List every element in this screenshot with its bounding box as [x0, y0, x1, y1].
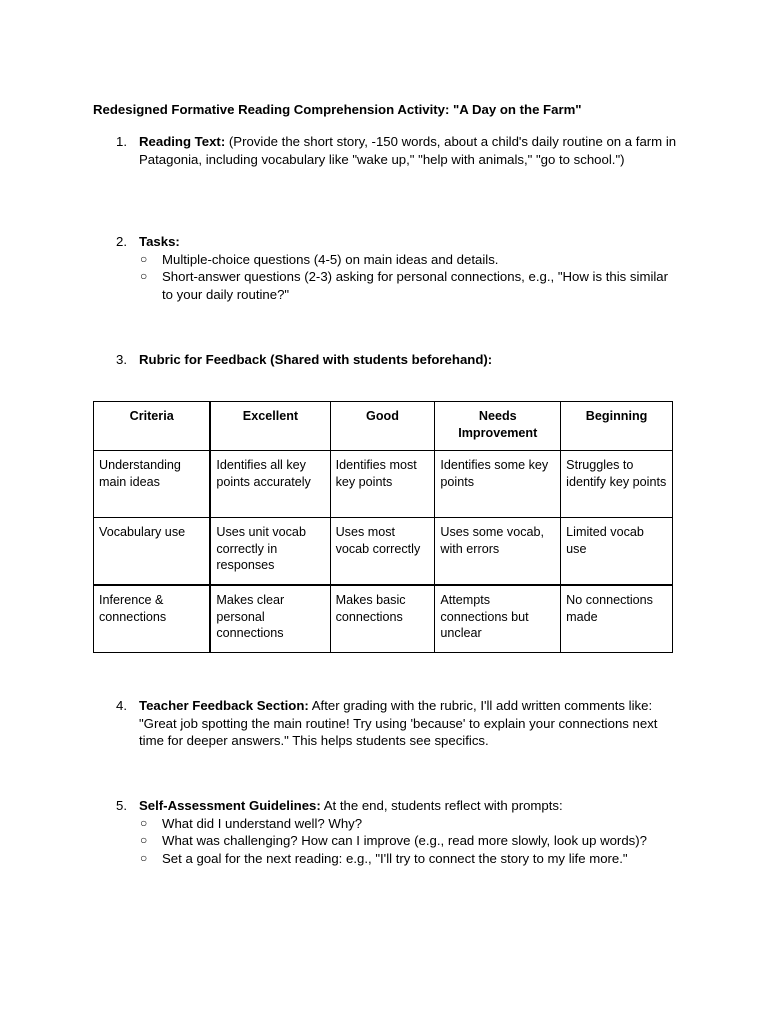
task-bullets: [116, 251, 679, 304]
item-text: After grading with the rubric, I'll add written comments like: "Great job spotting the main routine! Try using 'because' to explain your connections next time for deeper answers." This helps students see specifics.: [139, 698, 658, 749]
table-cell: Attempts connections but unclear: [435, 585, 561, 653]
table-cell: Limited vocab use: [561, 518, 673, 586]
reflection-bullets: [116, 815, 679, 868]
table-cell: Uses unit vocab correctly in responses: [210, 518, 330, 586]
item-text: (Provide the short story, -150 words, about a child's daily routine on a farm in Patagonia, including vocabulary like "wake up," "help with animals," "go to school."): [139, 134, 677, 167]
column-header: Beginning: [561, 402, 673, 451]
column-header: Criteria: [94, 402, 211, 451]
table-cell: Vocabulary use: [94, 518, 211, 586]
table-cell: Understanding main ideas: [94, 451, 211, 518]
document-title: Redesigned Formative Reading Comprehension Activity: "A Day on the Farm": [93, 102, 582, 117]
rubric-table: [93, 401, 673, 653]
circle-bullet-icon: ○: [140, 269, 148, 284]
item-label: Reading Text:: [139, 134, 226, 149]
list-item: ○ Multiple-choice questions (4-5) on main ideas and details.: [140, 251, 499, 267]
circle-bullet-icon: ○: [140, 833, 148, 848]
table-cell: No connections made: [561, 585, 673, 653]
item-number: 4.: [116, 698, 127, 713]
table-row: [94, 518, 673, 586]
table-row: [94, 585, 673, 653]
item-label: Teacher Feedback Section:: [139, 698, 309, 713]
circle-bullet-icon: ○: [140, 850, 148, 865]
circle-bullet-icon: ○: [140, 815, 148, 830]
item-text: At the end, students reflect with prompts:: [320, 798, 563, 813]
table-cell: Uses some vocab, with errors: [435, 518, 561, 586]
list-item: ○ Short-answer questions (2-3) asking for personal connections, e.g., "How is this similar to your daily routine?": [140, 269, 669, 302]
item-body: [139, 697, 679, 750]
item-number: 1.: [116, 134, 127, 149]
table-cell: Makes basic connections: [330, 585, 435, 653]
item-number: 2.: [116, 234, 127, 249]
column-header: Excellent: [210, 402, 330, 451]
item-label: Rubric for Feedback (Shared with students beforehand):: [139, 352, 493, 367]
list-item: ○ Set a goal for the next reading: e.g., "I'll try to connect the story to my life more.": [140, 850, 628, 866]
table-cell: Uses most vocab correctly: [330, 518, 435, 586]
table-cell: Makes clear personal connections: [210, 585, 330, 653]
table-cell: Identifies some key points: [435, 451, 561, 518]
list-item: ○ What did I understand well? Why?: [140, 815, 363, 831]
item-body: [139, 133, 679, 168]
item-body: [139, 351, 679, 369]
table-cell: Inference & connections: [94, 585, 211, 653]
item-label: Tasks:: [139, 234, 180, 249]
table-row: [94, 451, 673, 518]
item-number: 5.: [116, 798, 127, 813]
item-number: 3.: [116, 352, 127, 367]
table-header-row: [94, 402, 673, 451]
table-cell: Identifies most key points: [330, 451, 435, 518]
list-item: ○ What was challenging? How can I improve (e.g., read more slowly, look up words)?: [140, 833, 647, 849]
column-header: Needs Improvement: [435, 402, 561, 451]
item-body: [139, 797, 679, 867]
table-cell: Struggles to identify key points: [561, 451, 673, 518]
circle-bullet-icon: ○: [140, 251, 148, 266]
item-body: [139, 233, 679, 303]
column-header: Good: [330, 402, 435, 451]
table-cell: Identifies all key points accurately: [210, 451, 330, 518]
item-label: Self-Assessment Guidelines:: [139, 798, 321, 813]
